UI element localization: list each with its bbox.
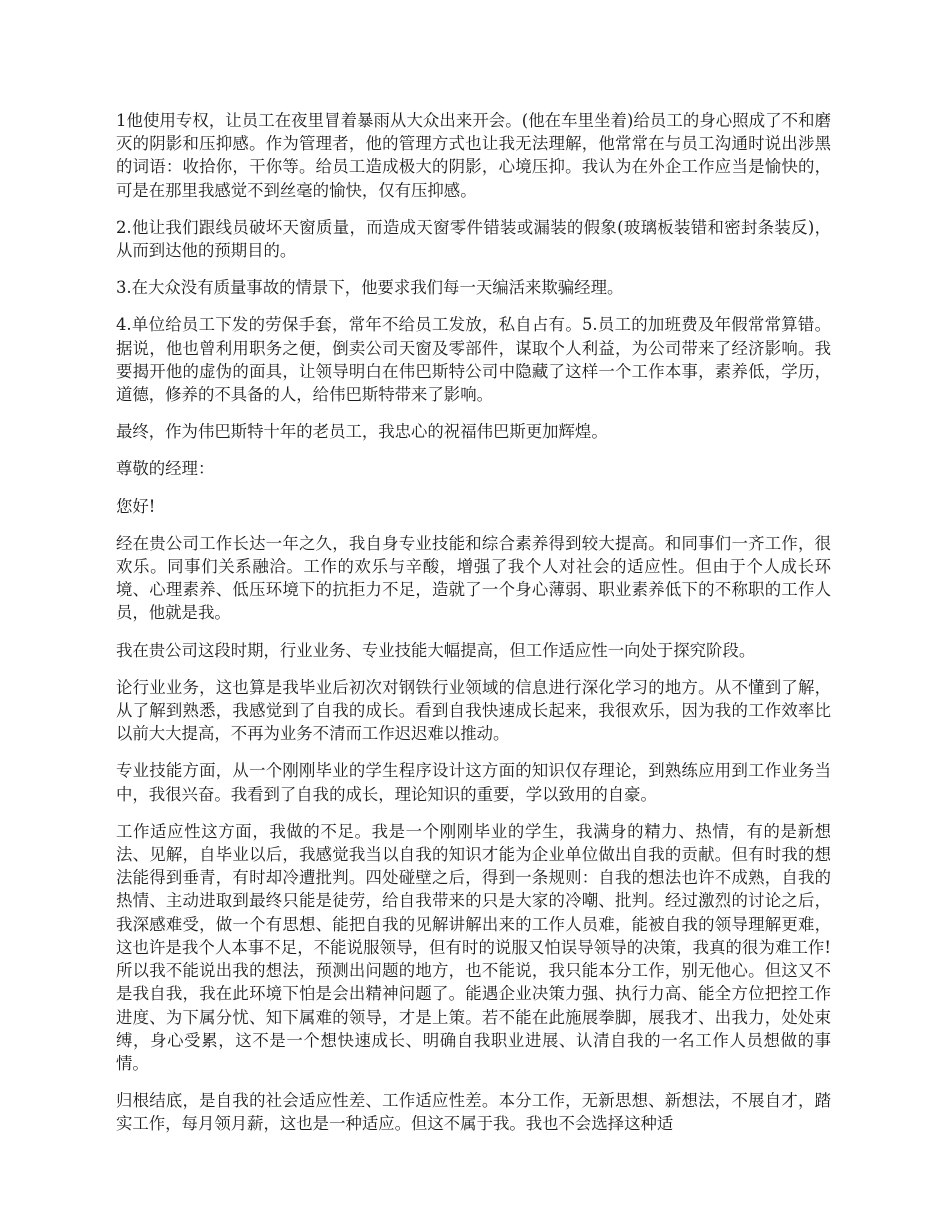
paragraph-work-adaptability: 工作适应性这方面，我做的不足。我是一个刚刚毕业的学生，我满身的精力、热情，有的是新想法、见解，自毕业以后，我感觉我当以自我的知识才能为企业单位做出自我的贡献。但有时我的想法能得到垂青，有时却冷遭批判。四处碰壁之后，得到一条规则：自我的想法也许不成熟，自我的热情、主动进取到最终只能是徒劳，给自我带来的只是大家的冷嘲、批判。经过激烈的讨论之后，我深感难受，做一个有思想、能把自我的见解讲解出来的工作人员难，能被自我的领导理解更难，这也许是我个人本事不足，不能说服领导，但有时的说服又怕误导领导的决策，我真的很为难工作!所以我不能说出我的想法，预测出问题的地方，也不能说，我只能本分工作，别无他心。但这又不是我自我，我在此环境下怕是会出精神问题了。能遇企业决策力强、执行力高、能全方位把控工作进度、为下属分忧、知下属难的领导，才是上策。若不能在此施展拳脚，展我才、出我力，处处束缚，身心受累，这不是一个想快速成长、明确自我职业进展、认清自我的一名工作人员想做的事情。 [116,821,831,1073]
salutation: 尊敬的经理： [116,459,215,479]
paragraph-complaint-3: 3.在大众没有质量事故的情景下，他要求我们每一天编活来欺骗经理。 [116,278,624,298]
paragraph-closing-wish: 最终，作为伟巴斯特十年的老员工，我忠心的祝福伟巴斯更加辉煌。 [116,422,608,442]
greeting: 您好! [116,496,156,516]
paragraph-summary: 我在贵公司这段时期，行业业务、专业技能大幅提高，但工作适应性一向处于探究阶段。 [116,640,756,660]
paragraph-conclusion: 归根结底，是自我的社会适应性差、工作适应性差。本分工作，无新思想、新想法，不展自才，踏实工作，每月领月薪，这也是一种适应。但这不属于我。我也不会选择这种适 [116,1091,831,1134]
paragraph-complaint-4-5: 4.单位给员工下发的劳保手套，常年不给员工发放，私自占有。5.员工的加班费及年假常常算错。据说，他也曾利用职务之便，倒卖公司天窗及零部件，谋取个人利益，为公司带来了经济影响。我要揭开他的虚伪的面具，让领导明白在伟巴斯特公司中隐藏了这样一个工作本事，素养低，学历，道德，修养的不具备的人，给伟巴斯特带来了影响。 [116,315,831,405]
paragraph-complaint-2: 2.他让我们跟线员破坏天窗质量，而造成天窗零件错装或漏装的假象(玻璃板装错和密封条装反)，从而到达他的预期目的。 [116,217,831,261]
paragraph-complaint-1: 1他使用专权，让员工在夜里冒着暴雨从大众出来开会。(他在车里坐着)给员工的身心照成了不和磨灭的阴影和压抑感。作为管理者，他的管理方式也让我无法理解，他常常在与员工沟通时说出涉黑的词语：收拾你，干你等。给员工造成极大的阴影，心境压抑。我认为在外企工作应当是愉快的，可是在那里我感觉不到丝毫的愉快，仅有压抑感。 [116,111,831,200]
paragraph-professional-skills: 专业技能方面，从一个刚刚毕业的学生程序设计这方面的知识仅存理论，到熟练应用到工作业务当中，我很兴奋。我看到了自我的成长，理论知识的重要，学以致用的自豪。 [116,761,831,804]
paragraph-introduction: 经在贵公司工作长达一年之久，我自身专业技能和综合素养得到较大提高。和同事们一齐工作，很欢乐。同事们关系融洽。工作的欢乐与辛酸，增强了我个人对社会的适应性。但由于个人成长环境、心理素养、低压环境下的抗拒力不足，造就了一个身心薄弱、职业素养低下的不称职的工作人员，他就是我。 [116,533,831,623]
paragraph-industry-business: 论行业业务，这也算是我毕业后初次对钢铁行业领域的信息进行深化学习的地方。从不懂到了解，从了解到熟悉，我感觉到了自我的成长。看到自我快速成长起来，我很欢乐，因为我的工作效率比以前大大提高，不再为业务不清而工作迟迟难以推动。 [116,677,831,744]
